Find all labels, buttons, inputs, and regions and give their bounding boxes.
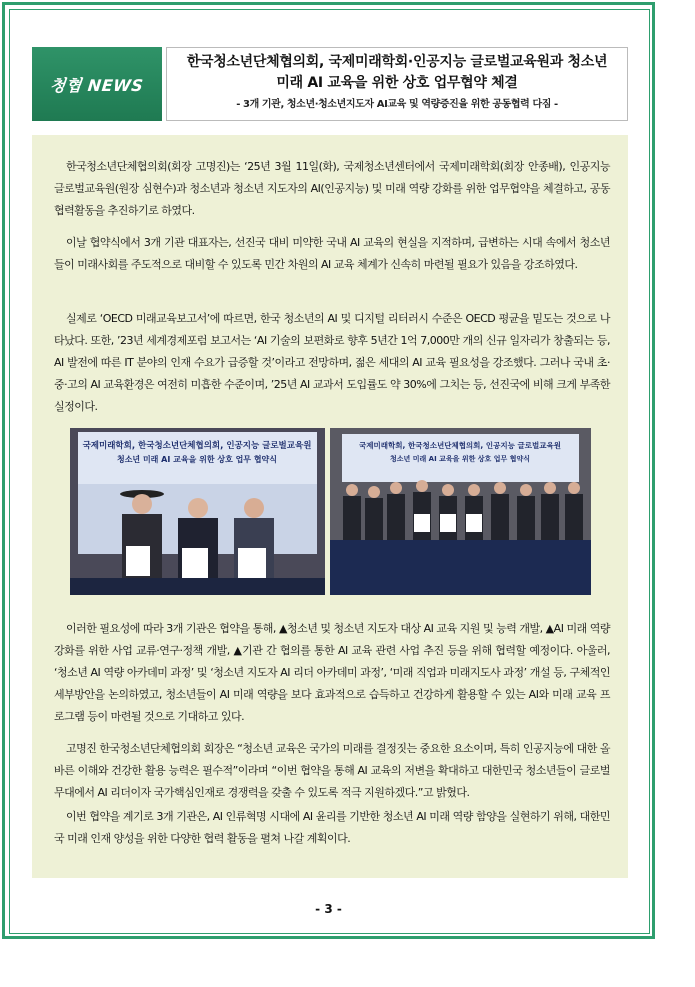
right-banner-line-2: 청소년 미래 AI 교육을 위한 상호 업무 협약식 [389,455,531,463]
page-number: - 3 - [315,902,342,916]
subheadline: - 3개 기관, 청소년·청소년지도자 AI교육 및 역량증진을 위한 공동협력 다짐 - [236,99,558,110]
photo-left-illustration [70,428,325,595]
news-badge-label: 청협 NEWS [49,75,145,95]
paragraph-4: 이러한 필요성에 따라 3개 기관은 협약을 통해, ▲청소년 및 청소년 지도자 대상 AI 교육 지원 및 능력 개발, ▲AI 미래 역량 강화를 위한 사업 교류·연구·정책 개발, ▲기관 간 협의를 통한 AI 교육 관련 사업 추진 등을 위해 협력할 예정이다. 아울러, ‘청소년 AI 역량 아카데미 과정’ 및 ‘청소년 지도자 AI 리더 아카데미 과정’, ‘미래 직업과 미래지도사 과정’ 개설 등, 구체적인 세부방안을 논의하였고, 청소년들이 AI 미래 역량을 보다 효과적으로 습득하고 건강하게 활용할 수 있는 AI와 미래 교육 프로그램 등이 마련될 것으로 기대하고 있다. [54,622,610,723]
headline-line-2: 미래 AI 교육을 위한 상호 업무협약 체결 [276,75,518,91]
paragraph-1: 한국청소년단체협의회(회장 고명진)는 ‘25년 3월 11일(화), 국제청소년센터에서 국제미래학회(회장 안종배), 인공지능 글로벌교육원(원장 심현수)과 청소년과 청소년 지도자의 AI(인공지능) 및 미래 역량 강화를 위한 업무협약을 체결하고, 공동협력활동을 추진하기로 하였다. [54,160,610,217]
paragraph-5: 고명진 한국청소년단체협의회 회장은 “청소년 교육은 국가의 미래를 결정짓는 중요한 요소이며, 특히 인공지능에 대한 올바른 이해와 건강한 활용 능력은 필수적”이라며 “이번 협약을 통해 AI 교육의 저변을 확대하고 대한민국 청소년들이 글로벌 무대에서 AI 리더이자 국가핵심인재로 경쟁력을 갖출 수 있도록 적극 지원하겠다.”고 밝혔다. [54,742,610,799]
paragraph-2: 이날 협약식에서 3개 기관 대표자는, 선진국 대비 미약한 국내 AI 교육의 현실을 지적하며, 급변하는 시대 속에서 청소년들이 미래사회를 주도적으로 대비할 수 있도록 민간 차원의 AI 교육 체계가 신속히 마련될 필요가 있음을 강조하였다. [54,236,610,271]
left-banner-line-1: 국제미래학회, 한국청소년단체협의회, 인공지능 글로벌교육원 [82,441,312,451]
photo-right-illustration [330,428,591,595]
left-banner-line-2: 청소년 미래 AI 교육을 위한 상호 업무 협약식 [116,455,278,464]
title-box [166,47,628,121]
news-header [32,47,628,121]
paragraph-3: 실제로 ‘OECD 미래교육보고서’에 따르면, 한국 청소년의 AI 및 디지털 리터러시 수준은 OECD 평균을 밑도는 것으로 나타났다. 또한, ’23년 세계경제포럼 보고서는 ‘AI 기술의 보편화로 향후 5년간 1억 7,000만 개의 신규 일자리가 창출되는 등, AI 발전에 따른 IT 분야의 인재 수요가 급증할 것’이라고 전망하며, 젊은 세대의 AI 교육 필요성을 강조했다. 그러나 국내 초·중·고의 AI 교육환경은 여전히 미흡한 수준이며, ’25년 AI 교과서 도입률도 약 30%에 그치는 등, 선진국에 비해 크게 부족한 실정이다. [54,312,610,413]
paragraph-6: 이번 협약을 계기로 3개 기관은, AI 인류혁명 시대에 AI 윤리를 기반한 청소년 AI 미래 역량 함양을 실현하기 위해, 대한민국 미래 인재 양성을 위한 다양한 협력 활동을 펼쳐 나갈 계획이다. [54,810,610,845]
news-badge [32,47,162,121]
headline-line-1: 한국청소년단체협의회, 국제미래학회·인공지능 글로벌교육원과 청소년 [186,54,608,70]
right-banner-line-1: 국제미래학회, 한국청소년단체협의회, 인공지능 글로벌교육원 [359,441,561,450]
photo-signing-three-leaders [70,428,325,595]
photo-group-attendees [330,428,591,595]
article-body [32,135,628,878]
